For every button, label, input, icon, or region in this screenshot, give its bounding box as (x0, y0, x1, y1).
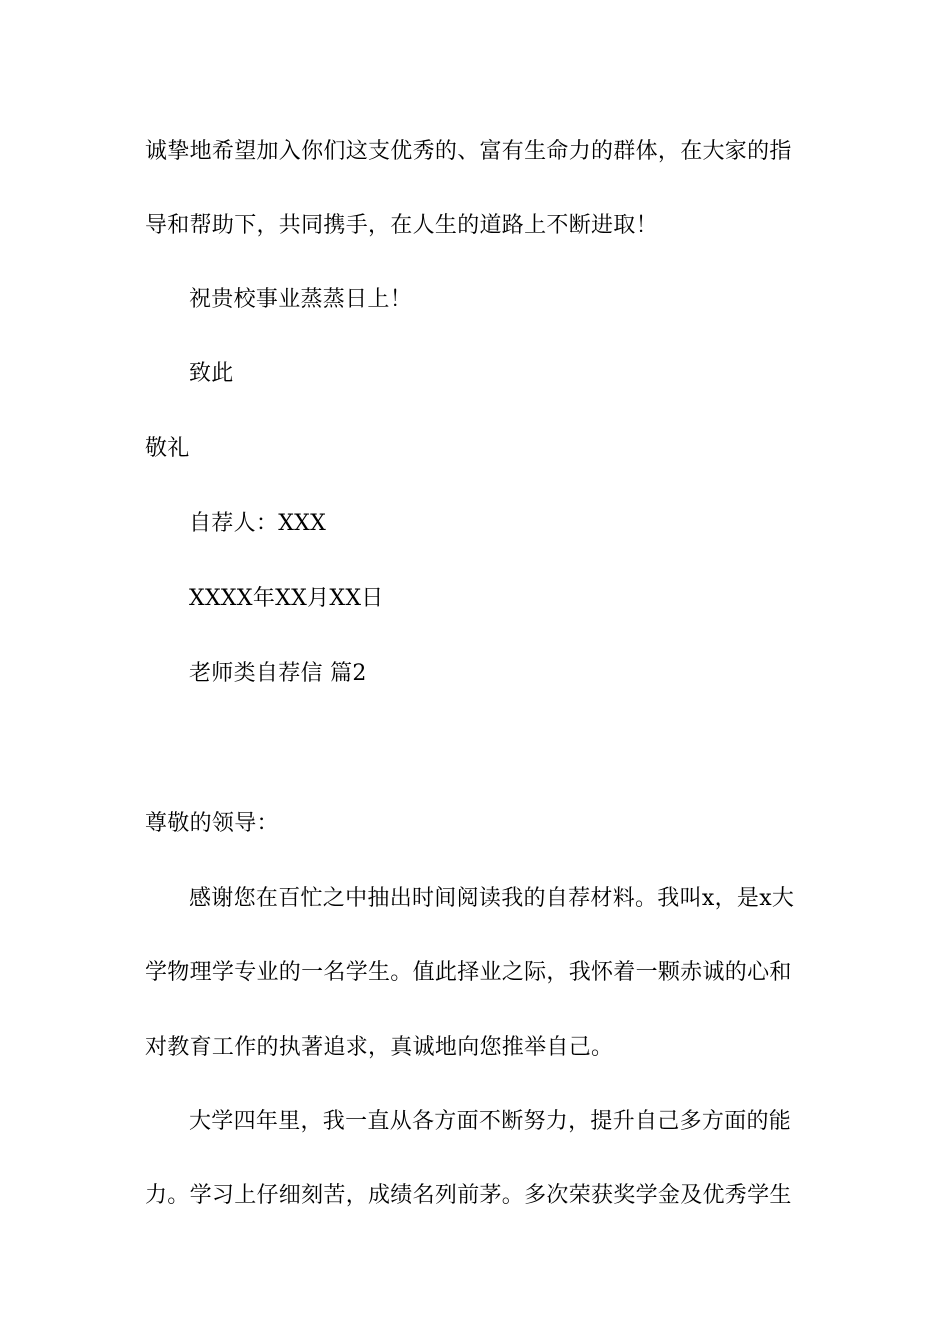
closing-zhici: 致此 (189, 361, 234, 386)
paragraph-line: 对教育工作的执著追求，真诚地向您推举自己。 (145, 1035, 614, 1060)
paragraph-line: 导和帮助下，共同携手，在人生的道路上不断进取！ (145, 213, 658, 238)
signature-date: XXXX年XX月XX日 (189, 586, 384, 611)
paragraph-line: 力。学习上仔细刻苦，成绩名列前茅。多次荣获奖学金及优秀学生 (145, 1183, 792, 1208)
paragraph-line: 感谢您在百忙之中抽出时间阅读我的自荐材料。我叫x，是x大 (189, 886, 795, 911)
closing-jingli: 敬礼 (145, 436, 190, 461)
signature-name: 自荐人：XXX (189, 511, 327, 536)
closing-wish: 祝贵校事业蒸蒸日上！ (189, 287, 413, 312)
paragraph-line: 诚挚地希望加入你们这支优秀的、富有生命力的群体，在大家的指 (145, 139, 792, 164)
salutation: 尊敬的领导： (145, 811, 279, 836)
paragraph-line: 大学四年里，我一直从各方面不断努力，提升自己多方面的能 (189, 1109, 792, 1134)
section-heading: 老师类自荐信 篇2 (189, 661, 367, 686)
paragraph-line: 学物理学专业的一名学生。值此择业之际，我怀着一颗赤诚的心和 (145, 960, 792, 985)
